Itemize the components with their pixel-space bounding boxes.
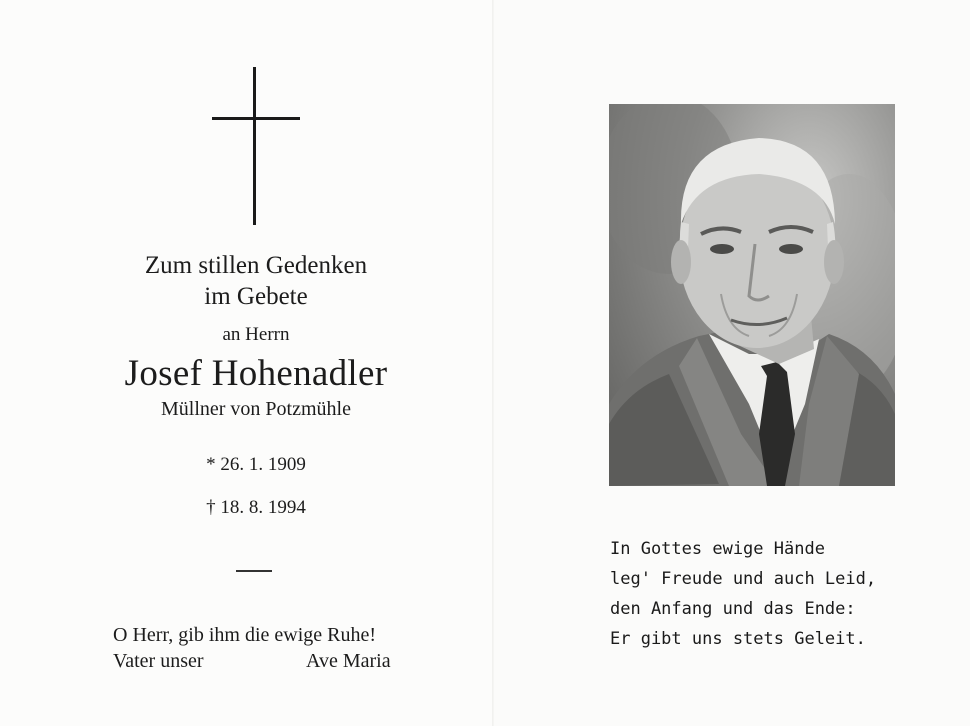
verse-line-4: Er gibt uns stets Geleit. <box>610 629 866 649</box>
verse-line-3: den Anfang und das Ende: <box>610 599 856 619</box>
deceased-occupation: Müllner von Potzmühle <box>161 398 351 420</box>
greeting-line-2: im Gebete <box>204 283 308 310</box>
prayer-line: O Herr, gib ihm die ewige Ruhe! <box>113 624 377 646</box>
divider <box>236 570 272 572</box>
portrait-photo <box>609 104 895 486</box>
cross-icon <box>212 67 300 225</box>
card-fold <box>492 0 494 726</box>
death-date: † 18. 8. 1994 <box>206 497 306 518</box>
verse-line-1: In Gottes ewige Hände <box>610 539 825 559</box>
greeting-line-1: Zum stillen Gedenken <box>144 252 368 279</box>
portrait-illustration <box>609 104 895 486</box>
birth-date: * 26. 1. 1909 <box>206 454 306 475</box>
verse-line-2: leg' Freude und auch Leid, <box>610 569 877 589</box>
greeting-line-3: an Herrn <box>222 324 290 345</box>
prayer-ave-maria: Ave Maria <box>306 650 391 672</box>
prayer-vater-unser: Vater unser <box>113 650 204 672</box>
deceased-name: Josef Hohenadler <box>124 353 388 394</box>
